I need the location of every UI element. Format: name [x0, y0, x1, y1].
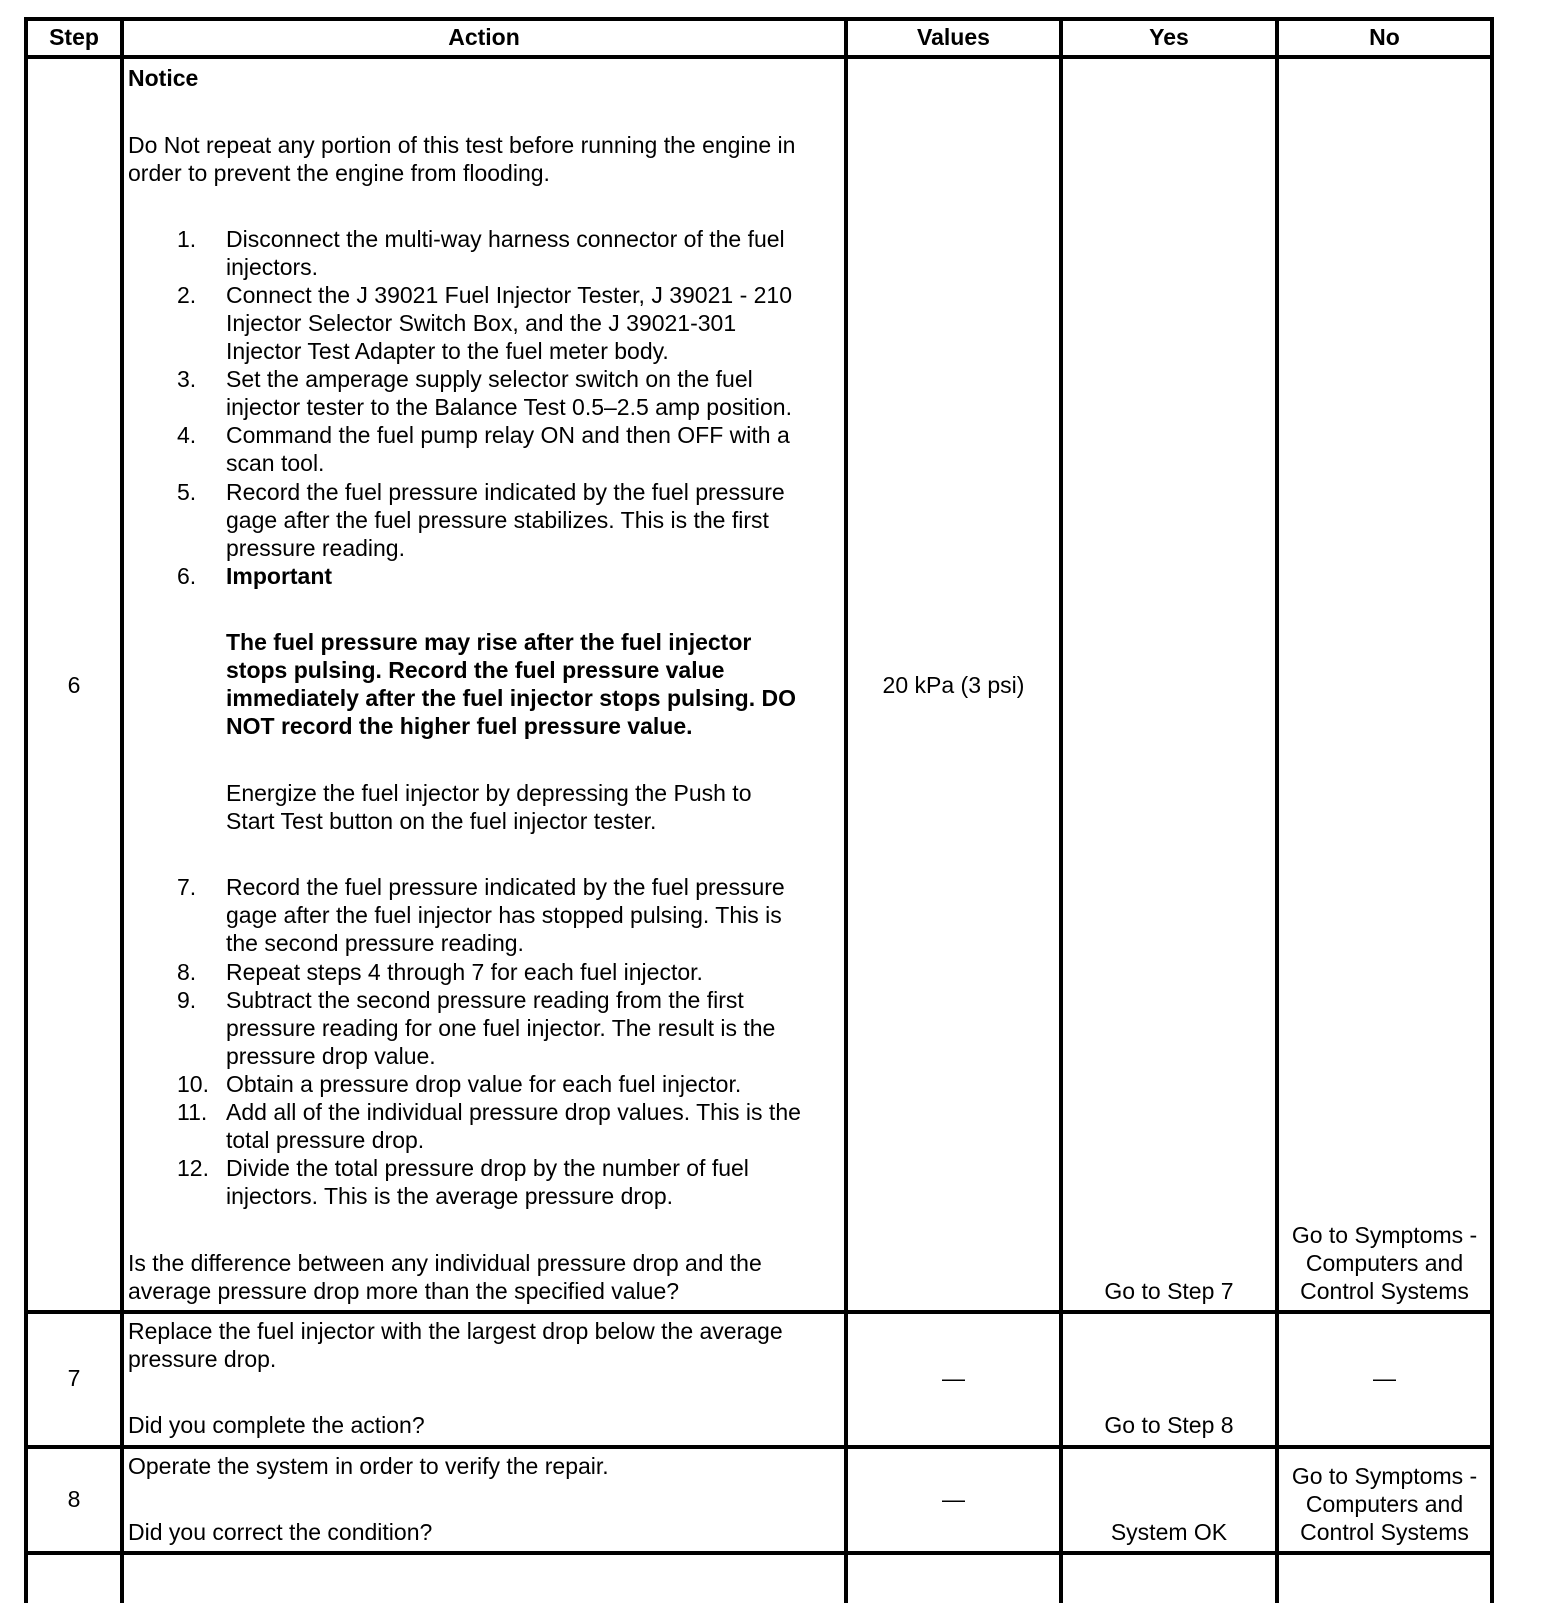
list-item-text: Energize the fuel injector by depressing the Push to	[226, 780, 752, 806]
step-number: 6	[67, 672, 81, 698]
list-item-text: Divide the total pressure drop by the number of fuel	[226, 1155, 749, 1181]
no-outcome: Go to Symptoms -	[1291, 1222, 1478, 1248]
list-item-text: the second pressure reading.	[226, 930, 524, 956]
list-item-text: pressure drop value.	[226, 1043, 436, 1069]
list-item-number: 8.	[177, 959, 197, 985]
list-item-text: pressure reading.	[226, 535, 405, 561]
list-item-text: Obtain a pressure drop value for each fuel injector.	[226, 1071, 742, 1097]
list-item-text: Record the fuel pressure indicated by the fuel pressure	[226, 874, 785, 900]
important-text: immediately after the fuel injector stops pulsing. DO	[226, 685, 796, 711]
list-item-text: Repeat steps 4 through 7 for each fuel injector.	[226, 959, 703, 985]
header-divider	[24, 55, 1494, 59]
list-item-text: Add all of the individual pressure drop values. This is the	[226, 1099, 801, 1125]
question-text: average pressure drop more than the specified value?	[128, 1278, 680, 1304]
important-text: The fuel pressure may rise after the fuel injector	[226, 629, 752, 655]
no-outcome: Control Systems	[1300, 1519, 1469, 1545]
list-item-number: 10.	[177, 1071, 209, 1097]
table-border-bottom	[24, 1551, 1494, 1555]
list-item-text: injectors.	[226, 254, 319, 280]
list-item-text: Injector Test Adapter to the fuel meter body.	[226, 338, 669, 364]
header-yes: Yes	[1149, 24, 1189, 50]
row-divider	[24, 1310, 1494, 1314]
no-outcome: Computers and	[1305, 1491, 1464, 1517]
column-divider	[1059, 17, 1063, 1603]
list-item-number: 5.	[177, 479, 197, 505]
no-outcome: Computers and	[1305, 1250, 1464, 1276]
list-item-text: Disconnect the multi-way harness connector of the fuel	[226, 226, 785, 252]
list-item-text: total pressure drop.	[226, 1127, 425, 1153]
diagnostic-table	[24, 17, 1544, 1603]
table-border-top	[24, 17, 1494, 21]
important-title: Important	[226, 563, 333, 589]
header-step: Step	[49, 24, 99, 50]
list-item-number: 11.	[177, 1099, 208, 1125]
list-item-text: Start Test button on the fuel injector tester.	[226, 808, 657, 834]
question-text: Did you correct the condition?	[128, 1519, 433, 1545]
specified-value: —	[942, 1365, 965, 1391]
no-outcome: —	[1373, 1365, 1396, 1391]
header-values: Values	[917, 24, 990, 50]
specified-value: 20 kPa (3 psi)	[882, 672, 1025, 698]
list-item-text: pressure reading for one fuel injector. The result is the	[226, 1015, 776, 1041]
list-item-text: injectors. This is the average pressure drop.	[226, 1183, 674, 1209]
step-number: 7	[67, 1365, 81, 1391]
row-divider	[24, 1445, 1494, 1449]
important-text: stops pulsing. Record the fuel pressure value	[226, 657, 725, 683]
action-text: Replace the fuel injector with the largest drop below the average	[128, 1318, 783, 1344]
action-text: pressure drop.	[128, 1346, 277, 1372]
list-item-text: Connect the J 39021 Fuel Injector Tester, J 39021 - 210	[226, 282, 792, 308]
list-item-text: Command the fuel pump relay ON and then OFF with a	[226, 422, 790, 448]
header-action: Action	[448, 24, 520, 50]
yes-outcome: Go to Step 8	[1104, 1412, 1234, 1438]
header-no: No	[1369, 24, 1400, 50]
question-text: Did you complete the action?	[128, 1412, 425, 1438]
list-item-number: 1.	[177, 226, 197, 252]
no-outcome: Go to Symptoms -	[1291, 1463, 1478, 1489]
list-item-number: 9.	[177, 987, 197, 1013]
list-item-text: Injector Selector Switch Box, and the J 39021-301	[226, 310, 737, 336]
list-item-number: 7.	[177, 874, 197, 900]
list-item-text: gage after the fuel pressure stabilizes. This is the first	[226, 507, 769, 533]
list-item-number: 6.	[177, 563, 197, 589]
notice-text: order to prevent the engine from flooding.	[128, 160, 550, 186]
yes-outcome: System OK	[1110, 1519, 1228, 1545]
notice-text: Do Not repeat any portion of this test before running the engine in	[128, 132, 796, 158]
list-item-text: Record the fuel pressure indicated by the fuel pressure	[226, 479, 785, 505]
list-item-number: 4.	[177, 422, 197, 448]
no-outcome: Control Systems	[1300, 1278, 1469, 1304]
action-text: Operate the system in order to verify the repair.	[128, 1453, 609, 1479]
list-item-text: Subtract the second pressure reading from the first	[226, 987, 744, 1013]
list-item-text: scan tool.	[226, 450, 325, 476]
list-item-number: 3.	[177, 366, 197, 392]
list-item-text: gage after the fuel injector has stopped pulsing. This is	[226, 902, 782, 928]
list-item-text: Set the amperage supply selector switch on the fuel	[226, 366, 753, 392]
list-item-number: 12.	[177, 1155, 209, 1181]
table-border-right	[1490, 17, 1494, 1603]
list-item-number: 2.	[177, 282, 197, 308]
yes-outcome: Go to Step 7	[1104, 1278, 1234, 1304]
specified-value: —	[942, 1486, 965, 1512]
step-number: 8	[67, 1486, 81, 1512]
notice-title: Notice	[128, 65, 199, 91]
list-item-text: injector tester to the Balance Test 0.5–2.5 amp position.	[226, 394, 792, 420]
question-text: Is the difference between any individual pressure drop and the	[128, 1250, 762, 1276]
important-text: NOT record the higher fuel pressure value.	[226, 713, 693, 739]
